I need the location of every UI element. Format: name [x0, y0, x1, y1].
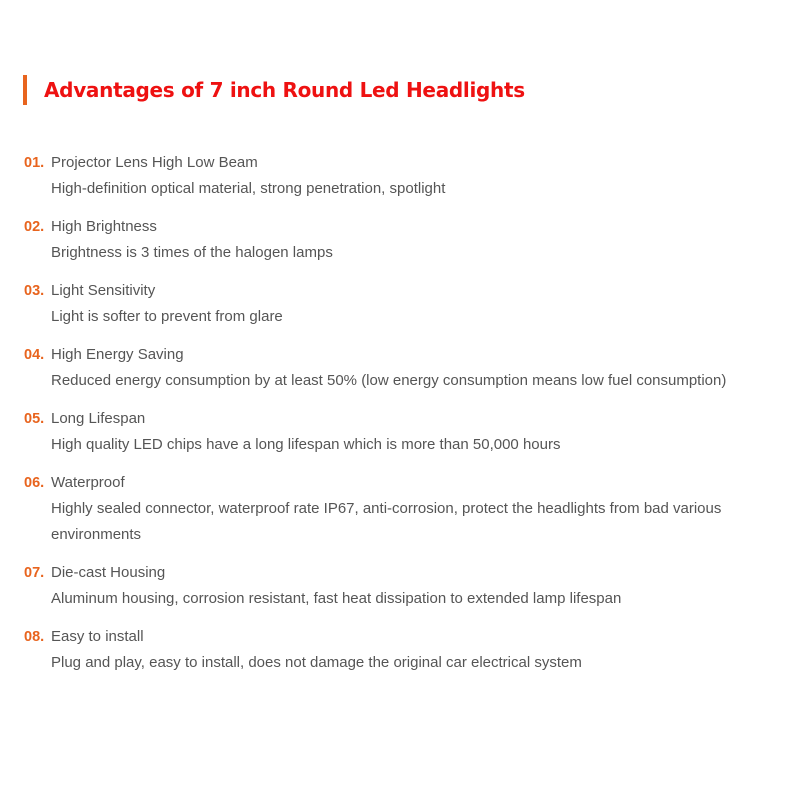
item-description: Highly sealed connector, waterproof rate IP67, anti-corrosion, protect the headlights from bad various environments [51, 500, 722, 543]
item-number: 06. [24, 475, 45, 491]
item-description: Light is softer to prevent from glare [51, 308, 283, 325]
heading-accent-bar [23, 75, 27, 105]
item-title: High Energy Saving [51, 346, 184, 363]
item-description: Plug and play, easy to install, does not damage the original car electrical system [51, 654, 582, 671]
item-description: High quality LED chips have a long lifespan which is more than 50,000 hours [51, 436, 561, 453]
item-description: High-definition optical material, strong penetration, spotlight [51, 180, 446, 197]
list-item [24, 342, 744, 394]
item-number: 07. [24, 565, 45, 581]
list-item [24, 624, 744, 676]
page-title: Advantages of 7 inch Round Led Headlights [44, 78, 525, 102]
advantages-list [24, 150, 744, 688]
item-number: 04. [24, 347, 45, 363]
item-title: Waterproof [51, 474, 125, 491]
item-number: 01. [24, 155, 45, 171]
item-title: High Brightness [51, 218, 157, 235]
item-number: 08. [24, 629, 45, 645]
list-item [24, 150, 744, 202]
item-description: Brightness is 3 times of the halogen lamps [51, 244, 333, 261]
item-number: 02. [24, 219, 45, 235]
list-item [24, 470, 744, 548]
item-title: Light Sensitivity [51, 282, 156, 299]
item-title: Die-cast Housing [51, 564, 166, 581]
item-number: 05. [24, 411, 45, 427]
list-item [24, 278, 744, 330]
item-title: Easy to install [51, 628, 144, 645]
list-item [24, 560, 744, 612]
item-description: Reduced energy consumption by at least 50% (low energy consumption means low fuel consumption) [51, 372, 727, 389]
item-title: Long Lifespan [51, 410, 146, 427]
section-heading [23, 75, 525, 105]
item-title: Projector Lens High Low Beam [51, 154, 258, 171]
item-description: Aluminum housing, corrosion resistant, fast heat dissipation to extended lamp lifespan [51, 590, 622, 607]
item-number: 03. [24, 283, 45, 299]
list-item [24, 406, 744, 458]
list-item [24, 214, 744, 266]
